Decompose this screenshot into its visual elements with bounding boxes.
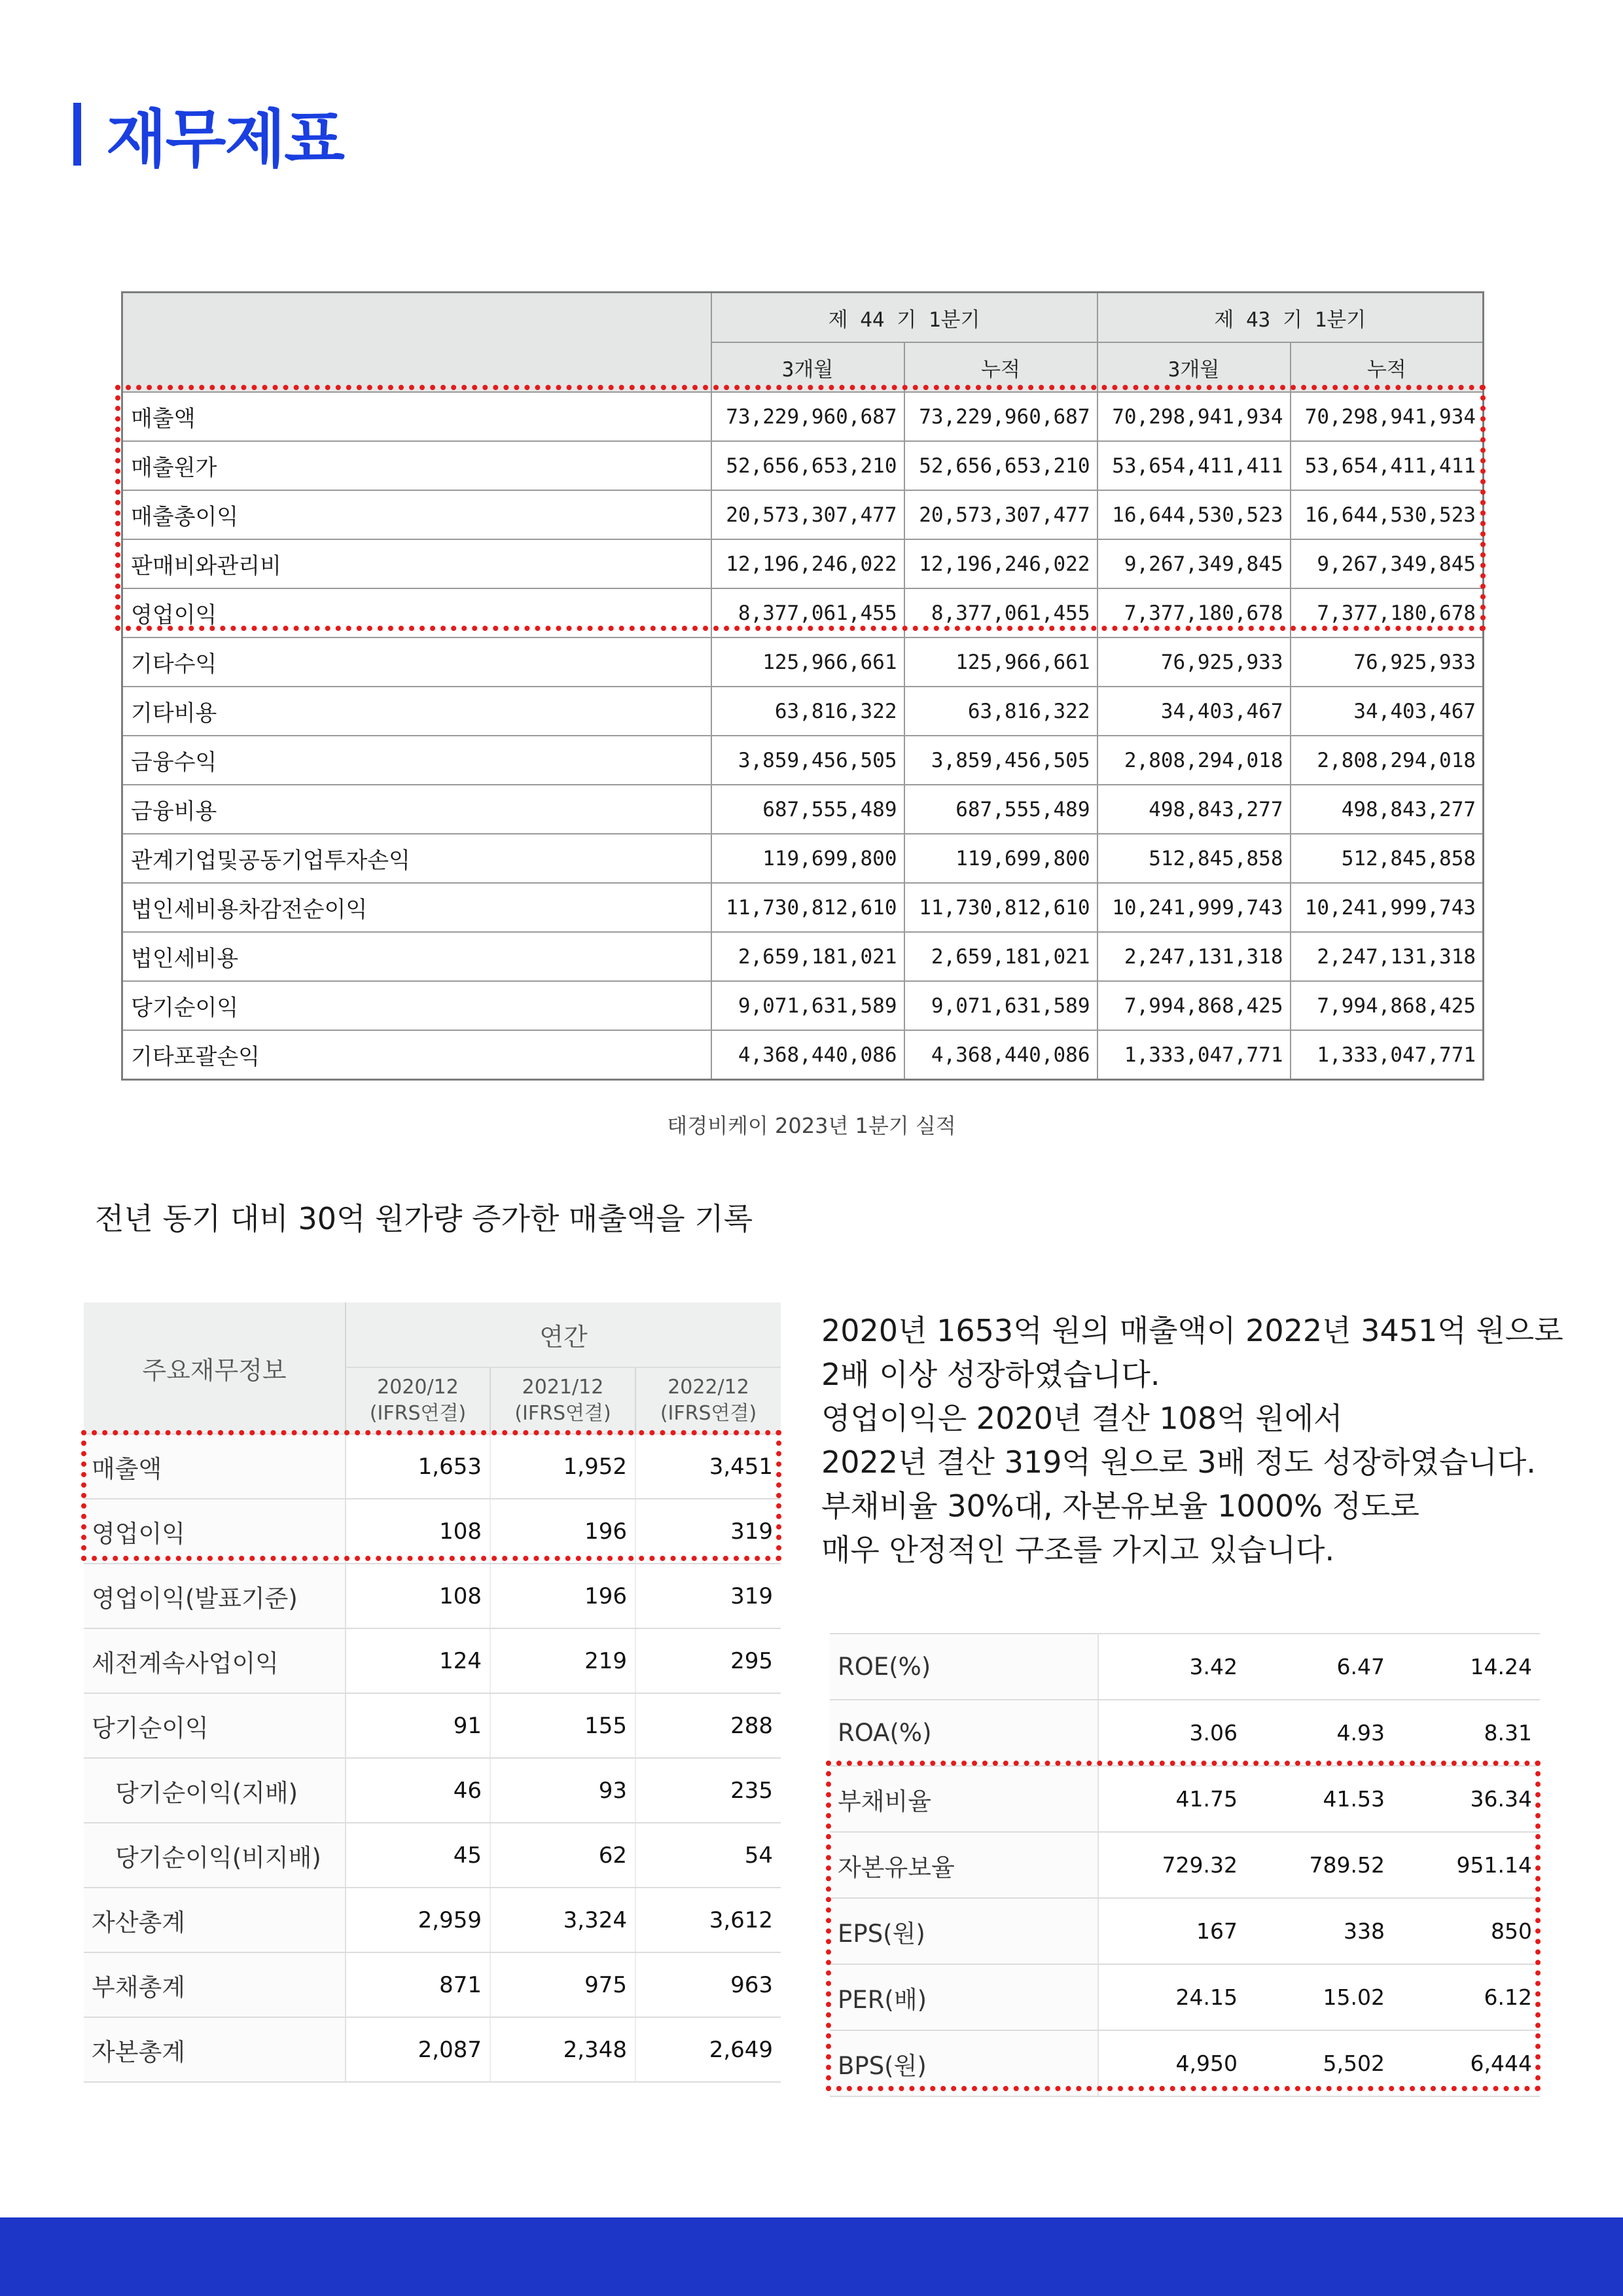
value-cell: 70,298,941,934 (1097, 392, 1291, 441)
value-cell: 41.53 (1245, 1766, 1393, 1832)
value-cell: 7,994,868,425 (1291, 981, 1484, 1030)
table-caption: 태경비케이 2023년 1분기 실적 (667, 1113, 956, 1138)
table-row (84, 2017, 781, 2082)
row-label: ROE(%) (830, 1634, 1098, 1700)
value-cell: 498,843,277 (1291, 785, 1484, 834)
value-cell: 108 (346, 1564, 490, 1628)
value-cell: 4,368,440,086 (711, 1030, 904, 1080)
value-cell: 3,859,456,505 (711, 736, 904, 785)
description-line: 영업이익은 2020년 결산 108억 원에서 (821, 1401, 1343, 1436)
value-cell: 319 (635, 1499, 781, 1564)
page-title-block (73, 98, 344, 176)
value-cell: 512,845,858 (1291, 834, 1484, 883)
table-row (122, 539, 1484, 588)
value-cell: 3,451 (635, 1434, 781, 1499)
value-cell: 125,966,661 (904, 637, 1097, 687)
value-cell: 1,333,047,771 (1097, 1030, 1291, 1080)
value-cell: 2,659,181,021 (711, 932, 904, 981)
value-cell: 235 (635, 1758, 781, 1823)
row-label: 자본유보율 (830, 1832, 1098, 1898)
description-line: 2020년 1653억 원의 매출액이 2022년 3451억 원으로 (821, 1313, 1563, 1348)
value-cell: 2,649 (635, 2017, 781, 2082)
value-cell: 850 (1393, 1898, 1540, 1964)
value-cell: 9,267,349,845 (1291, 539, 1484, 588)
table-row (84, 1758, 781, 1823)
row-label: 매출액 (122, 392, 711, 441)
description-line: 부채비율 30%대, 자본유보율 1000% 정도로 (821, 1488, 1419, 1524)
value-cell: 70,298,941,934 (1291, 392, 1484, 441)
value-cell: 34,403,467 (1097, 687, 1291, 736)
corner-header: 주요재무정보 (84, 1302, 346, 1434)
value-cell: 2,808,294,018 (1291, 736, 1484, 785)
value-cell: 8,377,061,455 (904, 588, 1097, 637)
table-row (84, 1434, 781, 1499)
value-cell: 41.75 (1098, 1766, 1245, 1832)
row-label: 당기순이익 (84, 1693, 346, 1758)
value-cell: 73,229,960,687 (711, 392, 904, 441)
value-cell: 7,994,868,425 (1097, 981, 1291, 1030)
value-cell: 2,087 (346, 2017, 490, 2082)
value-cell: 155 (490, 1693, 635, 1758)
value-cell: 4.93 (1245, 1700, 1393, 1766)
table-row (84, 1952, 781, 2017)
value-cell: 91 (346, 1693, 490, 1758)
value-cell: 196 (490, 1499, 635, 1564)
description-line: 매우 안정적인 구조를 가지고 있습니다. (821, 1532, 1335, 1568)
value-cell: 20,573,307,477 (904, 490, 1097, 539)
row-label: 법인세비용차감전순이익 (122, 883, 711, 932)
value-cell: 295 (635, 1628, 781, 1693)
table-row (122, 785, 1484, 834)
table-row (122, 392, 1484, 441)
value-cell: 338 (1245, 1898, 1393, 1964)
row-label: 당기순이익(지배) (84, 1758, 346, 1823)
value-cell: 9,267,349,845 (1097, 539, 1291, 588)
value-cell: 512,845,858 (1097, 834, 1291, 883)
row-label: 당기순이익 (122, 981, 711, 1030)
value-cell: 52,656,653,210 (711, 441, 904, 490)
value-cell: 53,654,411,411 (1291, 441, 1484, 490)
row-label: BPS(원) (830, 2030, 1098, 2096)
table-row (122, 834, 1484, 883)
row-label: 부채총계 (84, 1952, 346, 2017)
table-row (84, 1628, 781, 1693)
row-label: 영업이익 (122, 588, 711, 637)
value-cell: 871 (346, 1952, 490, 2017)
row-label: 영업이익 (84, 1499, 346, 1564)
value-cell: 729.32 (1098, 1832, 1245, 1898)
value-cell: 196 (490, 1564, 635, 1628)
value-cell: 9,071,631,589 (904, 981, 1097, 1030)
row-label: 금융수익 (122, 736, 711, 785)
table-row (122, 883, 1484, 932)
sub-header: 누적 (904, 342, 1097, 392)
financial-ratio-table (830, 1633, 1540, 2097)
value-cell: 6,444 (1393, 2030, 1540, 2096)
value-cell: 4,368,440,086 (904, 1030, 1097, 1080)
row-label: 세전계속사업이익 (84, 1628, 346, 1693)
value-cell: 2,659,181,021 (904, 932, 1097, 981)
value-cell: 34,403,467 (1291, 687, 1484, 736)
row-label: 당기순이익(비지배) (84, 1823, 346, 1888)
value-cell: 14.24 (1393, 1634, 1540, 1700)
row-label: ROA(%) (830, 1700, 1098, 1766)
value-cell: 3,324 (490, 1888, 635, 1952)
value-cell: 11,730,812,610 (904, 883, 1097, 932)
row-label: 기타비용 (122, 687, 711, 736)
title-accent-bar (73, 103, 81, 166)
value-cell: 119,699,800 (904, 834, 1097, 883)
value-cell: 219 (490, 1628, 635, 1693)
value-cell: 62 (490, 1823, 635, 1888)
value-cell: 53,654,411,411 (1097, 441, 1291, 490)
row-label: PER(배) (830, 1964, 1098, 2030)
value-cell: 2,808,294,018 (1097, 736, 1291, 785)
table-row (830, 2030, 1540, 2096)
value-cell: 7,377,180,678 (1097, 588, 1291, 637)
table-row (84, 1499, 781, 1564)
value-cell: 4,950 (1098, 2030, 1245, 2096)
sub-header: 3개월 (711, 342, 904, 392)
table-row (122, 441, 1484, 490)
value-cell: 2,247,131,318 (1291, 932, 1484, 981)
value-cell: 687,555,489 (711, 785, 904, 834)
value-cell: 2,959 (346, 1888, 490, 1952)
table-row (84, 1888, 781, 1952)
sub-header: 3개월 (1097, 342, 1291, 392)
value-cell: 11,730,812,610 (711, 883, 904, 932)
table-row (122, 637, 1484, 687)
value-cell: 789.52 (1245, 1832, 1393, 1898)
row-label: 부채비율 (830, 1766, 1098, 1832)
row-label: 매출총이익 (122, 490, 711, 539)
value-cell: 3.42 (1098, 1634, 1245, 1700)
quarterly-income-table (121, 291, 1484, 1081)
value-cell: 54 (635, 1823, 781, 1888)
table-row (830, 1766, 1540, 1832)
value-cell: 8.31 (1393, 1700, 1540, 1766)
row-label: 관계기업및공동기업투자손익 (122, 834, 711, 883)
description-line: 2022년 결산 319억 원으로 3배 정도 성장하였습니다. (821, 1444, 1536, 1480)
sub-header: 누적 (1291, 342, 1484, 392)
value-cell: 76,925,933 (1097, 637, 1291, 687)
summary-line: 전년 동기 대비 30억 원가량 증가한 매출액을 기록 (95, 1201, 753, 1236)
value-cell: 2,247,131,318 (1097, 932, 1291, 981)
value-cell: 1,653 (346, 1434, 490, 1499)
value-cell: 3,612 (635, 1888, 781, 1952)
corner-header-cell (122, 293, 711, 393)
annual-financial-table (84, 1302, 781, 2083)
value-cell: 2,348 (490, 2017, 635, 2082)
value-cell: 10,241,999,743 (1097, 883, 1291, 932)
value-cell: 6.12 (1393, 1964, 1540, 2030)
value-cell: 63,816,322 (904, 687, 1097, 736)
value-cell: 288 (635, 1693, 781, 1758)
row-label: 기타포괄손익 (122, 1030, 711, 1080)
value-cell: 5,502 (1245, 2030, 1393, 2096)
value-cell: 45 (346, 1823, 490, 1888)
table-row (830, 1832, 1540, 1898)
value-cell: 15.02 (1245, 1964, 1393, 2030)
value-cell: 125,966,661 (711, 637, 904, 687)
value-cell: 687,555,489 (904, 785, 1097, 834)
row-label: 자산총계 (84, 1888, 346, 1952)
table-row (84, 1823, 781, 1888)
value-cell: 76,925,933 (1291, 637, 1484, 687)
year-header: 2021/12 (IFRS연결) (490, 1367, 635, 1434)
value-cell: 63,816,322 (711, 687, 904, 736)
value-cell: 73,229,960,687 (904, 392, 1097, 441)
table-row (830, 1964, 1540, 2030)
description-text (821, 1309, 1563, 1572)
value-cell: 963 (635, 1952, 781, 2017)
value-cell: 975 (490, 1952, 635, 2017)
value-cell: 93 (490, 1758, 635, 1823)
table-row (830, 1634, 1540, 1700)
table-row (122, 588, 1484, 637)
row-label: 매출원가 (122, 441, 711, 490)
row-label: 금융비용 (122, 785, 711, 834)
year-header: 2022/12 (IFRS연결) (635, 1367, 781, 1434)
value-cell: 8,377,061,455 (711, 588, 904, 637)
value-cell: 3,859,456,505 (904, 736, 1097, 785)
period-header: 제 44 기 1분기 (711, 293, 1097, 343)
year-header: 2020/12 (IFRS연결) (346, 1367, 490, 1434)
row-label: 판매비와관리비 (122, 539, 711, 588)
value-cell: 167 (1098, 1898, 1245, 1964)
value-cell: 1,333,047,771 (1291, 1030, 1484, 1080)
value-cell: 119,699,800 (711, 834, 904, 883)
value-cell: 6.47 (1245, 1634, 1393, 1700)
value-cell: 319 (635, 1564, 781, 1628)
value-cell: 46 (346, 1758, 490, 1823)
description-line: 2배 이상 성장하였습니다. (821, 1357, 1160, 1392)
table-row (122, 490, 1484, 539)
table-row (122, 1030, 1484, 1080)
value-cell: 12,196,246,022 (711, 539, 904, 588)
value-cell: 36.34 (1393, 1766, 1540, 1832)
value-cell: 9,071,631,589 (711, 981, 904, 1030)
row-label: EPS(원) (830, 1898, 1098, 1964)
table-row (830, 1898, 1540, 1964)
period-header: 제 43 기 1분기 (1097, 293, 1484, 343)
value-cell: 16,644,530,523 (1097, 490, 1291, 539)
value-cell: 108 (346, 1499, 490, 1564)
value-cell: 498,843,277 (1097, 785, 1291, 834)
value-cell: 124 (346, 1628, 490, 1693)
table-row (122, 687, 1484, 736)
row-label: 기타수익 (122, 637, 711, 687)
row-label: 영업이익(발표기준) (84, 1564, 346, 1628)
group-header: 연간 (346, 1302, 781, 1367)
table-row (122, 736, 1484, 785)
footer-bar (0, 2217, 1623, 2296)
value-cell: 12,196,246,022 (904, 539, 1097, 588)
table-row (122, 981, 1484, 1030)
row-label: 법인세비용 (122, 932, 711, 981)
value-cell: 16,644,530,523 (1291, 490, 1484, 539)
table-row (84, 1564, 781, 1628)
row-label: 자본총계 (84, 2017, 346, 2082)
value-cell: 24.15 (1098, 1964, 1245, 2030)
value-cell: 52,656,653,210 (904, 441, 1097, 490)
value-cell: 7,377,180,678 (1291, 588, 1484, 637)
value-cell: 3.06 (1098, 1700, 1245, 1766)
value-cell: 20,573,307,477 (711, 490, 904, 539)
row-label: 매출액 (84, 1434, 346, 1499)
value-cell: 1,952 (490, 1434, 635, 1499)
value-cell: 10,241,999,743 (1291, 883, 1484, 932)
table-row (122, 932, 1484, 981)
page-title: 재무제표 (106, 102, 344, 176)
table-row (830, 1700, 1540, 1766)
value-cell: 951.14 (1393, 1832, 1540, 1898)
table-row (84, 1693, 781, 1758)
